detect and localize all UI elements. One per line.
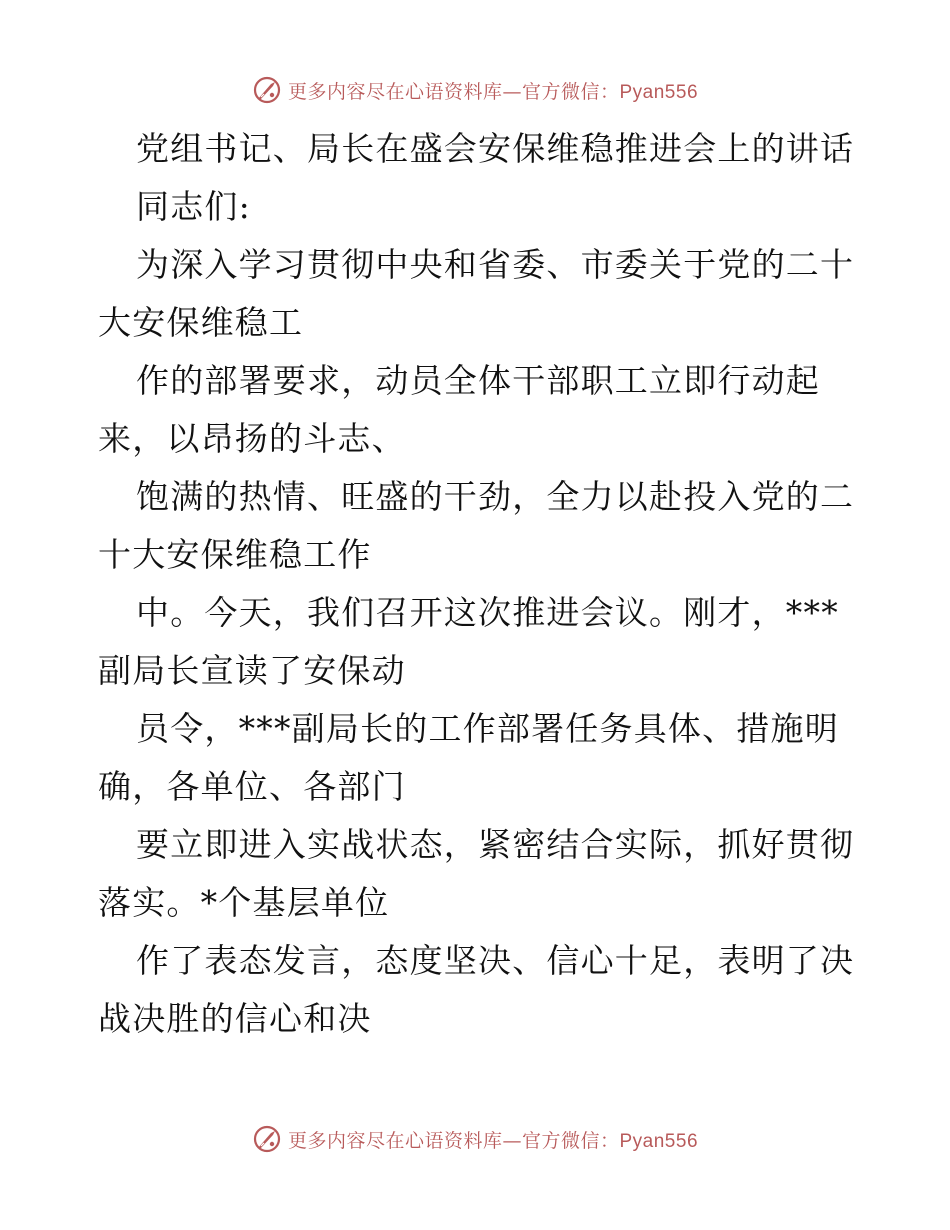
paragraph-line: 中。今天，我们召开这次推进会议。刚才，*** [136, 593, 839, 632]
paragraph-line: 作的部署要求，动员全体干部职工立即行动起 [136, 361, 820, 400]
quill-circle-logo-icon [252, 75, 282, 105]
paragraph-line: 十大安保维稳工作 [98, 535, 372, 574]
header-banner-cn: 更多内容尽在心语资料库—官方微信： [287, 80, 620, 103]
paragraph-line: 大安保维稳工 [98, 303, 304, 342]
document-body [98, 120, 858, 1048]
header-banner-text [288, 77, 698, 104]
paragraph-line: 党组书记、局长在盛会安保维稳推进会上的讲话 [136, 129, 855, 168]
paragraph-line: 确，各单位、各部门 [98, 767, 406, 806]
header-banner [0, 70, 950, 110]
paragraph-line: 要立即进入实战状态，紧密结合实际，抓好贯彻 [136, 825, 855, 864]
paragraph-line: 落实。*个基层单位 [98, 883, 390, 922]
paragraph-line: 战决胜的信心和决 [98, 999, 372, 1038]
paragraph-line: 作了表态发言，态度坚决、信心十足，表明了决 [136, 941, 855, 980]
footer-banner-cn: 更多内容尽在心语资料库—官方微信： [287, 1129, 620, 1152]
quill-circle-logo-icon [252, 1124, 282, 1154]
footer-banner-text [288, 1126, 698, 1153]
paragraph-line: 同志们: [136, 187, 251, 226]
paragraph-line: 副局长宣读了安保动 [98, 651, 406, 690]
paragraph-line: 为深入学习贯彻中央和省委、市委关于党的二十 [136, 245, 855, 284]
paragraph-line: 来，以昂扬的斗志、 [98, 419, 406, 458]
footer-banner-wechat: Pyan556 [619, 1130, 699, 1152]
footer-banner [0, 1119, 950, 1159]
header-banner-wechat: Pyan556 [619, 81, 699, 103]
paragraph-line: 员令，***副局长的工作部署任务具体、措施明 [136, 709, 839, 748]
paragraph-line: 饱满的热情、旺盛的干劲，全力以赴投入党的二 [136, 477, 855, 516]
